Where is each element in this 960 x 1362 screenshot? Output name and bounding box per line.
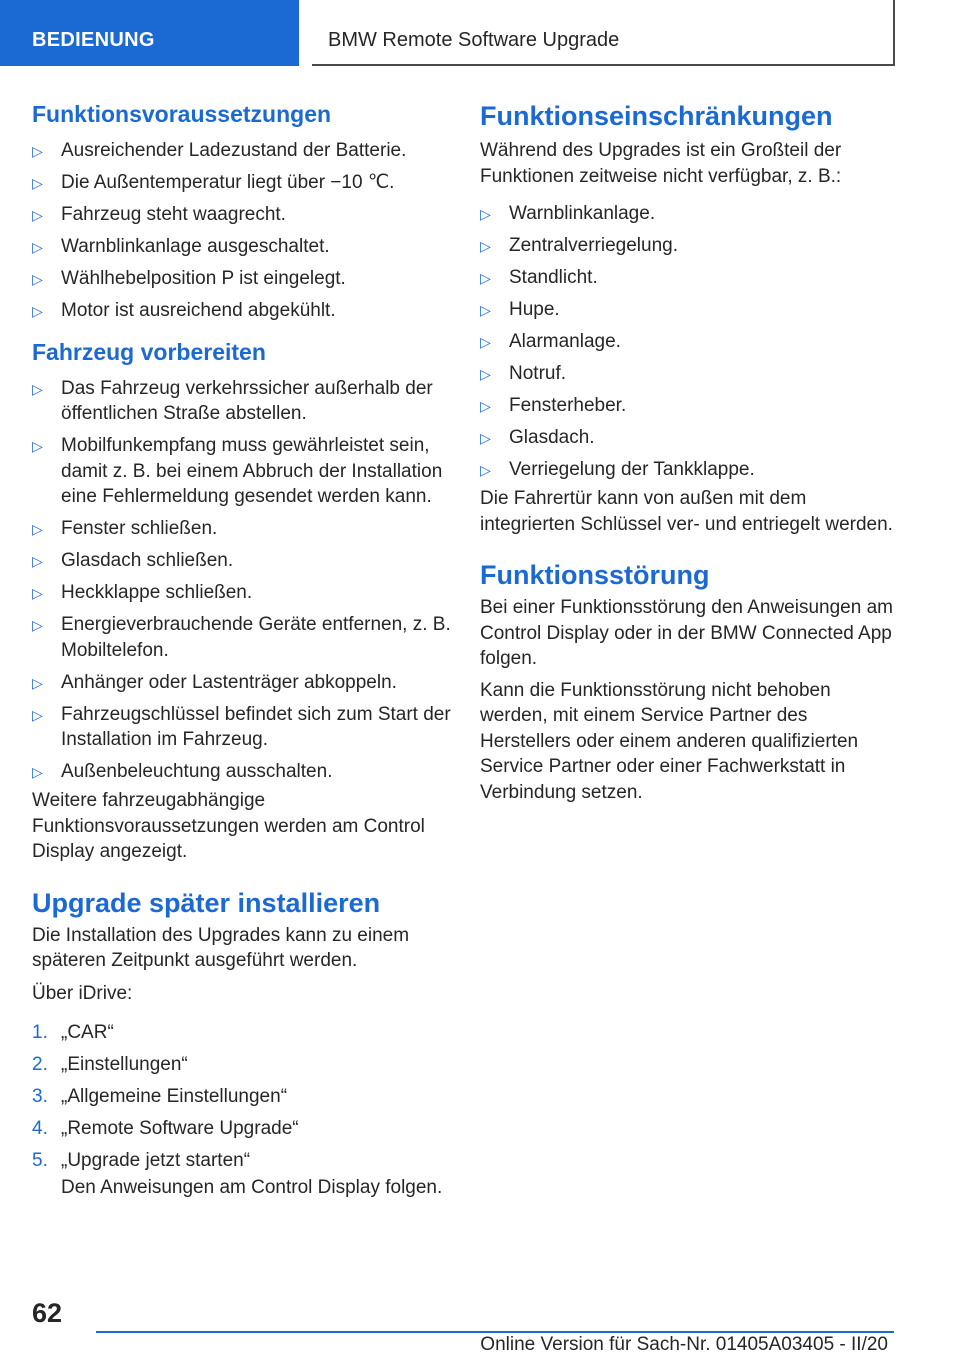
triangle-bullet-icon: ▷ <box>32 553 43 569</box>
list-item <box>32 376 452 427</box>
limits-list <box>480 201 900 483</box>
step-item <box>32 1116 452 1142</box>
step-number: 1. <box>32 1022 48 1043</box>
list-item-text: Fenster schließen. <box>61 518 218 539</box>
list-item-text: Das Fahrzeug verkehrssicher außerhalb der öffentlichen Straße abstellen. <box>61 377 433 424</box>
prepare-note: Weitere fahrzeugabhängige Funktionsvoraussetzungen werden am Control Display angezeigt. <box>32 790 425 862</box>
step-text: „Allgemeine Einstellungen“ <box>61 1086 288 1107</box>
list-item <box>32 298 452 324</box>
list-item-text: Glasdach. <box>509 427 595 448</box>
list-item-text: Mobilfunkempfang muss gewährleistet sein, damit z. B. bei einem Abbruch der Installation eine Fehlermeldung gesendet werden kann. <box>61 435 443 507</box>
list-item-text: Wählhebelposition P ist eingelegt. <box>61 268 346 289</box>
list-item <box>480 457 900 483</box>
prereq-heading: Funktionsvoraussetzungen <box>32 101 332 127</box>
list-item <box>32 702 452 753</box>
triangle-bullet-icon: ▷ <box>32 143 43 159</box>
list-item <box>32 580 452 606</box>
triangle-bullet-icon: ▷ <box>32 764 43 780</box>
list-item-text: Zentralverriegelung. <box>509 235 678 256</box>
list-item-text: Energieverbrauchende Geräte entfernen, z. B. Mobiltelefon. <box>61 614 451 661</box>
triangle-bullet-icon: ▷ <box>32 617 43 633</box>
triangle-bullet-icon: ▷ <box>32 239 43 255</box>
later-text: Die Installation des Upgrades kann zu einem späteren Zeitpunkt ausgeführt werden. <box>32 924 410 971</box>
triangle-bullet-icon: ▷ <box>32 521 43 537</box>
list-item-text: Standlicht. <box>509 267 598 288</box>
list-item-text: Anhänger oder Lastenträger abkoppeln. <box>61 671 397 693</box>
list-item-text: Motor ist ausreichend abgekühlt. <box>61 300 336 321</box>
list-item <box>32 548 452 574</box>
triangle-bullet-icon: ▷ <box>480 238 491 254</box>
triangle-bullet-icon: ▷ <box>480 398 491 414</box>
list-item <box>32 670 452 696</box>
step-number: 3. <box>32 1086 48 1107</box>
list-item-text: Glasdach schließen. <box>61 550 234 571</box>
page-number: 62 <box>32 1298 63 1328</box>
list-item <box>480 201 900 227</box>
list-item-text: Die Außentemperatur liegt über −10 ℃. <box>61 172 395 193</box>
list-item <box>32 433 452 510</box>
step-text: „Upgrade jetzt starten“ <box>61 1150 251 1171</box>
list-item <box>480 329 900 355</box>
list-item-text: Fensterheber. <box>509 395 627 416</box>
list-item-text: Alarmanlage. <box>509 331 621 352</box>
step-text: „Remote Software Upgrade“ <box>61 1118 299 1139</box>
list-item <box>32 759 452 785</box>
footer-version-text: Online Version für Sach-Nr. 01405A03405 - II/20 <box>480 1334 888 1355</box>
list-item <box>480 297 900 323</box>
fault-heading: Funktionsstörung <box>480 560 710 590</box>
list-item <box>480 233 900 259</box>
list-item <box>32 266 452 292</box>
idrive-label: Über iDrive: <box>32 982 133 1004</box>
list-item <box>32 612 452 663</box>
chapter-title-box <box>312 0 895 66</box>
triangle-bullet-icon: ▷ <box>480 334 491 350</box>
triangle-bullet-icon: ▷ <box>32 271 43 287</box>
step-number: 2. <box>32 1054 48 1075</box>
triangle-bullet-icon: ▷ <box>480 366 491 382</box>
chapter-title: BMW Remote Software Upgrade <box>328 29 620 51</box>
prepare-heading: Fahrzeug vorbereiten <box>32 338 266 365</box>
triangle-bullet-icon: ▷ <box>480 270 491 286</box>
step-number: 5. <box>32 1150 48 1171</box>
step-item <box>32 1052 452 1078</box>
list-item <box>480 265 900 291</box>
list-item-text: Fahrzeugschlüssel befindet sich zum Start der Installation im Fahrzeug. <box>61 703 451 750</box>
later-heading: Upgrade später installieren <box>32 887 381 918</box>
step-text: „CAR“ <box>61 1022 114 1043</box>
triangle-bullet-icon: ▷ <box>32 207 43 223</box>
list-item-text: Notruf. <box>509 363 567 384</box>
triangle-bullet-icon: ▷ <box>32 438 43 454</box>
step-text: „Einstellungen“ <box>61 1054 188 1075</box>
list-item-text: Verriegelung der Tankklappe. <box>509 459 755 480</box>
triangle-bullet-icon: ▷ <box>32 380 43 397</box>
triangle-bullet-icon: ▷ <box>32 706 43 723</box>
left-column <box>32 98 452 1201</box>
section-tab <box>0 0 299 66</box>
list-item-text: Hupe. <box>509 299 560 320</box>
limits-note: Die Fahrertür kann von außen mit dem integrierten Schlüssel ver- und entriegelt werden. <box>480 488 893 535</box>
list-item <box>32 202 452 228</box>
list-item-text: Warnblinkanlage. <box>509 203 656 224</box>
list-item-text: Fahrzeug steht waagrecht. <box>61 204 286 225</box>
prereq-list <box>32 138 452 324</box>
footer-divider <box>96 1331 894 1333</box>
step-item <box>32 1148 452 1174</box>
step-item <box>32 1020 452 1046</box>
triangle-bullet-icon: ▷ <box>480 430 491 446</box>
triangle-bullet-icon: ▷ <box>480 462 491 478</box>
triangle-bullet-icon: ▷ <box>32 303 43 319</box>
triangle-bullet-icon: ▷ <box>32 674 43 691</box>
triangle-bullet-icon: ▷ <box>480 206 491 222</box>
step-item <box>32 1084 452 1110</box>
triangle-bullet-icon: ▷ <box>32 175 43 191</box>
list-item-text: Außenbeleuchtung ausschalten. <box>61 761 333 782</box>
triangle-bullet-icon: ▷ <box>480 302 491 318</box>
list-item <box>480 425 900 451</box>
steps-list <box>32 1020 452 1174</box>
section-label: BEDIENUNG <box>32 29 155 51</box>
list-item <box>480 361 900 387</box>
steps-note: Den Anweisungen am Control Display folgen. <box>61 1177 443 1198</box>
list-item <box>32 516 452 542</box>
list-item <box>32 138 452 164</box>
prepare-list <box>32 376 452 785</box>
step-number: 4. <box>32 1118 48 1139</box>
limits-text: Während des Upgrades ist ein Großteil der Funktionen zeitweise nicht verfügbar, z. B.: <box>480 140 842 187</box>
list-item <box>32 234 452 260</box>
list-item <box>32 170 452 196</box>
list-item-text: Heckklappe schließen. <box>61 582 253 603</box>
list-item <box>480 393 900 419</box>
list-item-text: Warnblinkanlage ausgeschaltet. <box>61 236 330 257</box>
fault-text-2: Kann die Funktionsstörung nicht behoben werden, mit einem Service Partner des Herstellers oder einem anderen qualifizierten Service Partner oder einer Fachwerkstatt in Verbindung setzen. <box>480 679 859 803</box>
fault-text-1: Bei einer Funktionsstörung den Anweisungen am Control Display oder in der BMW Connected App folgen. <box>480 597 893 669</box>
limits-heading: Funktionseinschränkungen <box>480 101 833 131</box>
right-column <box>480 98 900 805</box>
list-item-text: Ausreichender Ladezustand der Batterie. <box>61 140 407 161</box>
triangle-bullet-icon: ▷ <box>32 585 43 601</box>
